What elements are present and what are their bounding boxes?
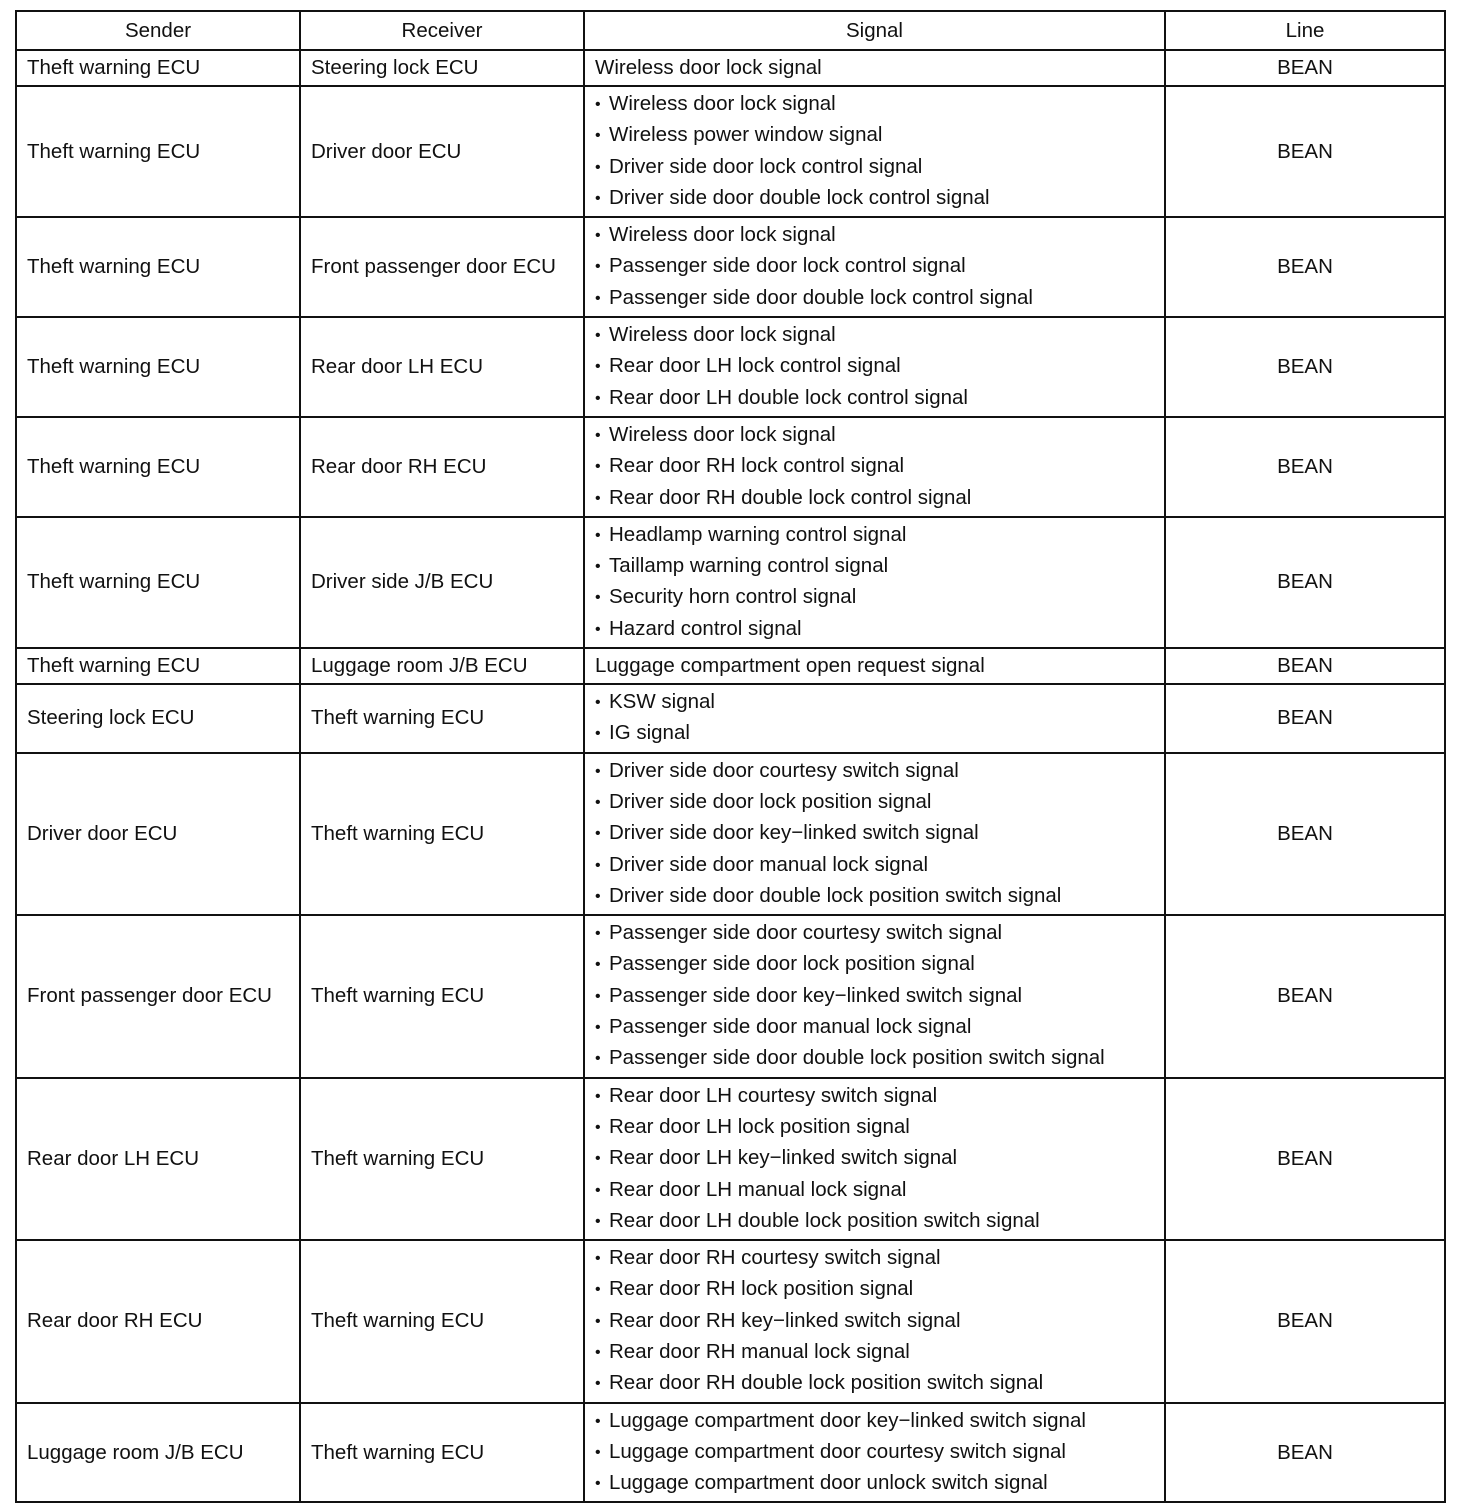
signal-item <box>595 520 1154 551</box>
signal-list <box>595 1241 1154 1401</box>
line-cell: BEAN <box>1165 753 1445 915</box>
signal-item <box>595 283 1154 314</box>
receiver-cell: Theft warning ECU <box>300 684 584 753</box>
signal-item <box>595 1143 1154 1174</box>
signal-list <box>595 916 1154 1076</box>
table-row <box>16 753 1445 915</box>
signal-item <box>595 1175 1154 1206</box>
signal-item <box>595 551 1154 582</box>
signal-cell <box>584 684 1165 753</box>
bullet-icon: • <box>595 825 601 843</box>
signal-item <box>595 251 1154 282</box>
sender-cell: Theft warning ECU <box>16 317 300 417</box>
receiver-cell: Driver door ECU <box>300 86 584 217</box>
receiver-cell: Front passenger door ECU <box>300 217 584 317</box>
signal-text: Luggage compartment open request signal <box>595 654 985 678</box>
signal-table <box>15 10 1446 1503</box>
signal-text: Rear door RH double lock position switch signal <box>609 1371 1044 1395</box>
bullet-icon: • <box>595 1375 601 1393</box>
receiver-cell: Theft warning ECU <box>300 753 584 915</box>
line-cell: BEAN <box>1165 1403 1445 1503</box>
bullet-icon: • <box>595 189 601 207</box>
line-cell: BEAN <box>1165 50 1445 86</box>
signal-list <box>595 754 1154 914</box>
bullet-icon: • <box>595 489 601 507</box>
bullet-icon: • <box>595 589 601 607</box>
table-row <box>16 648 1445 684</box>
header-signal: Signal <box>584 11 1165 50</box>
signal-text: Passenger side door double lock position switch signal <box>609 1046 1105 1070</box>
signal-text: Driver side door courtesy switch signal <box>609 758 959 782</box>
signal-cell <box>584 753 1165 915</box>
bullet-icon: • <box>595 987 601 1005</box>
line-cell: BEAN <box>1165 684 1445 753</box>
signal-list <box>595 518 1154 647</box>
receiver-cell: Theft warning ECU <box>300 1240 584 1402</box>
signal-text: Passenger side door lock control signal <box>609 254 966 278</box>
signal-text: KSW signal <box>609 690 715 714</box>
line-cell: BEAN <box>1165 317 1445 417</box>
table-row <box>16 1403 1445 1503</box>
signal-item <box>595 451 1154 482</box>
bullet-icon: • <box>595 1343 601 1361</box>
signal-text: Rear door LH double lock position switch signal <box>609 1208 1040 1232</box>
signal-text: Driver side door lock position signal <box>609 789 932 813</box>
header-receiver: Receiver <box>300 11 584 50</box>
signal-cell <box>584 317 1165 417</box>
bullet-icon: • <box>595 1087 601 1105</box>
line-cell: BEAN <box>1165 648 1445 684</box>
table-row <box>16 517 1445 648</box>
signal-text: Passenger side door double lock control signal <box>609 285 1033 309</box>
sender-cell: Driver door ECU <box>16 753 300 915</box>
sender-cell: Luggage room J/B ECU <box>16 1403 300 1503</box>
signal-text: Rear door RH courtesy switch signal <box>609 1246 941 1270</box>
signal-item <box>595 1012 1154 1043</box>
signal-list <box>595 318 1154 416</box>
bullet-icon: • <box>595 1212 601 1230</box>
signal-item <box>595 152 1154 183</box>
signal-text: Security horn control signal <box>609 585 857 609</box>
line-cell: BEAN <box>1165 86 1445 217</box>
signal-cell <box>584 417 1165 517</box>
signal-text: Luggage compartment door courtesy switch signal <box>609 1439 1066 1463</box>
bullet-icon: • <box>595 327 601 345</box>
bullet-icon: • <box>595 96 601 113</box>
bullet-icon: • <box>595 1050 601 1068</box>
signal-text: Driver side door double lock control signal <box>609 185 990 209</box>
signal-item <box>595 718 1154 749</box>
receiver-cell: Theft warning ECU <box>300 1078 584 1240</box>
signal-list <box>595 218 1154 316</box>
bullet-icon: • <box>595 1118 601 1136</box>
signal-text: Passenger side door lock position signal <box>609 952 975 976</box>
table-row <box>16 1240 1445 1402</box>
signal-text: Luggage compartment door key−linked switch signal <box>609 1408 1086 1432</box>
signal-item <box>595 850 1154 881</box>
bullet-icon: • <box>595 762 601 780</box>
signal-cell <box>584 1403 1165 1503</box>
bullet-icon: • <box>595 1181 601 1199</box>
signal-item <box>595 687 1154 718</box>
signal-item <box>595 1043 1154 1074</box>
line-cell: BEAN <box>1165 517 1445 648</box>
bullet-icon: • <box>595 389 601 407</box>
signal-item <box>595 981 1154 1012</box>
bullet-icon: • <box>595 127 601 145</box>
bullet-icon: • <box>595 856 601 874</box>
signal-text: Headlamp warning control signal <box>609 522 907 546</box>
signal-cell <box>584 915 1165 1077</box>
table-body <box>16 50 1445 1502</box>
table-row <box>16 915 1445 1077</box>
signal-text: Wireless door lock signal <box>595 56 822 79</box>
signal-text: Passenger side door manual lock signal <box>609 1015 972 1039</box>
signal-item <box>595 183 1154 214</box>
line-cell: BEAN <box>1165 915 1445 1077</box>
signal-list <box>595 1079 1154 1239</box>
bullet-icon: • <box>595 694 601 712</box>
bullet-icon: • <box>595 620 601 638</box>
signal-item <box>595 818 1154 849</box>
signal-text: Driver side door double lock position switch signal <box>609 883 1062 907</box>
signal-item <box>595 1337 1154 1368</box>
signal-text: Wireless door lock signal <box>609 92 836 115</box>
line-cell: BEAN <box>1165 1078 1445 1240</box>
signal-list <box>595 87 1154 216</box>
line-cell: BEAN <box>1165 217 1445 317</box>
signal-cell <box>584 217 1165 317</box>
receiver-cell: Driver side J/B ECU <box>300 517 584 648</box>
signal-text: Driver side door key−linked switch signal <box>609 821 979 845</box>
table-row <box>16 417 1445 517</box>
signal-text: Wireless door lock signal <box>609 323 836 347</box>
signal-item <box>595 1243 1154 1274</box>
signal-item <box>595 1112 1154 1143</box>
line-cell: BEAN <box>1165 417 1445 517</box>
bullet-icon: • <box>595 458 601 476</box>
signal-item <box>595 351 1154 382</box>
sender-cell: Front passenger door ECU <box>16 915 300 1077</box>
bullet-icon: • <box>595 887 601 905</box>
bullet-icon: • <box>595 1443 601 1461</box>
signal-text: Rear door RH lock control signal <box>609 454 905 478</box>
bullet-icon: • <box>595 793 601 811</box>
header-sender: Sender <box>16 11 300 50</box>
sender-cell: Theft warning ECU <box>16 86 300 217</box>
bullet-icon: • <box>595 956 601 974</box>
table-row <box>16 1078 1445 1240</box>
signal-item <box>595 787 1154 818</box>
signal-list <box>595 685 1154 752</box>
receiver-cell: Theft warning ECU <box>300 1403 584 1503</box>
signal-item <box>595 881 1154 912</box>
sender-cell: Theft warning ECU <box>16 648 300 684</box>
bullet-icon: • <box>595 1412 601 1430</box>
signal-text: Taillamp warning control signal <box>609 554 889 578</box>
sender-cell: Rear door LH ECU <box>16 1078 300 1240</box>
signal-text: IG signal <box>609 721 690 745</box>
signal-cell <box>584 86 1165 217</box>
table-row <box>16 50 1445 86</box>
signal-item <box>595 1274 1154 1305</box>
sender-cell: Theft warning ECU <box>16 417 300 517</box>
bullet-icon: • <box>595 289 601 307</box>
bullet-icon: • <box>595 158 601 176</box>
table-row <box>16 684 1445 753</box>
signal-text: Rear door LH key−linked switch signal <box>609 1146 958 1170</box>
bullet-icon: • <box>595 1475 601 1493</box>
signal-item <box>595 1368 1154 1399</box>
bullet-icon: • <box>595 358 601 376</box>
bullet-icon: • <box>595 227 601 245</box>
signal-item <box>595 1306 1154 1337</box>
bullet-icon: • <box>595 426 601 444</box>
signal-item <box>595 1468 1154 1499</box>
signal-list <box>595 418 1154 516</box>
signal-text: Wireless door lock signal <box>609 223 836 247</box>
signal-text: Rear door LH double lock control signal <box>609 385 968 409</box>
signal-text: Hazard control signal <box>609 616 802 640</box>
signal-text: Luggage compartment door unlock switch signal <box>609 1471 1048 1495</box>
signal-cell <box>584 648 1165 684</box>
signal-item <box>595 120 1154 151</box>
sender-cell: Theft warning ECU <box>16 517 300 648</box>
table-row <box>16 217 1445 317</box>
signal-cell <box>584 1078 1165 1240</box>
sender-cell: Steering lock ECU <box>16 684 300 753</box>
bullet-icon: • <box>595 725 601 743</box>
signal-item <box>595 582 1154 613</box>
signal-text: Rear door RH lock position signal <box>609 1277 914 1301</box>
bullet-icon: • <box>595 258 601 276</box>
bullet-icon: • <box>595 1250 601 1268</box>
sender-cell: Theft warning ECU <box>16 50 300 86</box>
signal-item <box>595 383 1154 414</box>
bullet-icon: • <box>595 925 601 943</box>
signal-text: Rear door LH manual lock signal <box>609 1177 907 1201</box>
table-row <box>16 86 1445 217</box>
signal-text: Driver side door manual lock signal <box>609 852 929 876</box>
signal-item <box>595 89 1154 120</box>
receiver-cell: Luggage room J/B ECU <box>300 648 584 684</box>
header-row <box>16 11 1445 50</box>
receiver-cell: Theft warning ECU <box>300 915 584 1077</box>
signal-text: Rear door RH key−linked switch signal <box>609 1308 961 1332</box>
signal-text: Rear door RH manual lock signal <box>609 1339 910 1363</box>
signal-text: Passenger side door key−linked switch signal <box>609 983 1023 1007</box>
line-cell: BEAN <box>1165 1240 1445 1402</box>
receiver-cell: Rear door RH ECU <box>300 417 584 517</box>
signal-item <box>595 1206 1154 1237</box>
signal-text: Driver side door lock control signal <box>609 154 923 178</box>
signal-item <box>595 949 1154 980</box>
sender-cell: Theft warning ECU <box>16 217 300 317</box>
signal-text: Rear door LH lock position signal <box>609 1114 910 1138</box>
bullet-icon: • <box>595 526 601 544</box>
signal-item <box>595 1406 1154 1437</box>
signal-cell <box>584 1240 1165 1402</box>
signal-item <box>595 1081 1154 1112</box>
receiver-cell: Rear door LH ECU <box>300 317 584 417</box>
sender-cell: Rear door RH ECU <box>16 1240 300 1402</box>
signal-item <box>595 614 1154 645</box>
signal-cell <box>584 517 1165 648</box>
signal-item <box>595 1437 1154 1468</box>
signal-item <box>595 483 1154 514</box>
bullet-icon: • <box>595 1281 601 1299</box>
signal-text: Rear door LH courtesy switch signal <box>609 1083 938 1107</box>
signal-item <box>595 420 1154 451</box>
signal-text: Passenger side door courtesy switch signal <box>609 921 1003 945</box>
signal-text: Rear door LH lock control signal <box>609 354 901 378</box>
signal-text: Wireless door lock signal <box>609 422 836 446</box>
receiver-cell: Steering lock ECU <box>300 50 584 86</box>
bullet-icon: • <box>595 1150 601 1168</box>
signal-item <box>595 320 1154 351</box>
bullet-icon: • <box>595 1312 601 1330</box>
signal-text: Wireless power window signal <box>609 123 883 147</box>
signal-item <box>595 756 1154 787</box>
signal-text: Rear door RH double lock control signal <box>609 485 972 509</box>
bullet-icon: • <box>595 1019 601 1037</box>
signal-item <box>595 220 1154 251</box>
bullet-icon: • <box>595 558 601 576</box>
signal-list <box>595 1404 1154 1502</box>
table-row <box>16 317 1445 417</box>
header-line: Line <box>1165 11 1445 50</box>
signal-cell <box>584 50 1165 86</box>
signal-item <box>595 918 1154 949</box>
